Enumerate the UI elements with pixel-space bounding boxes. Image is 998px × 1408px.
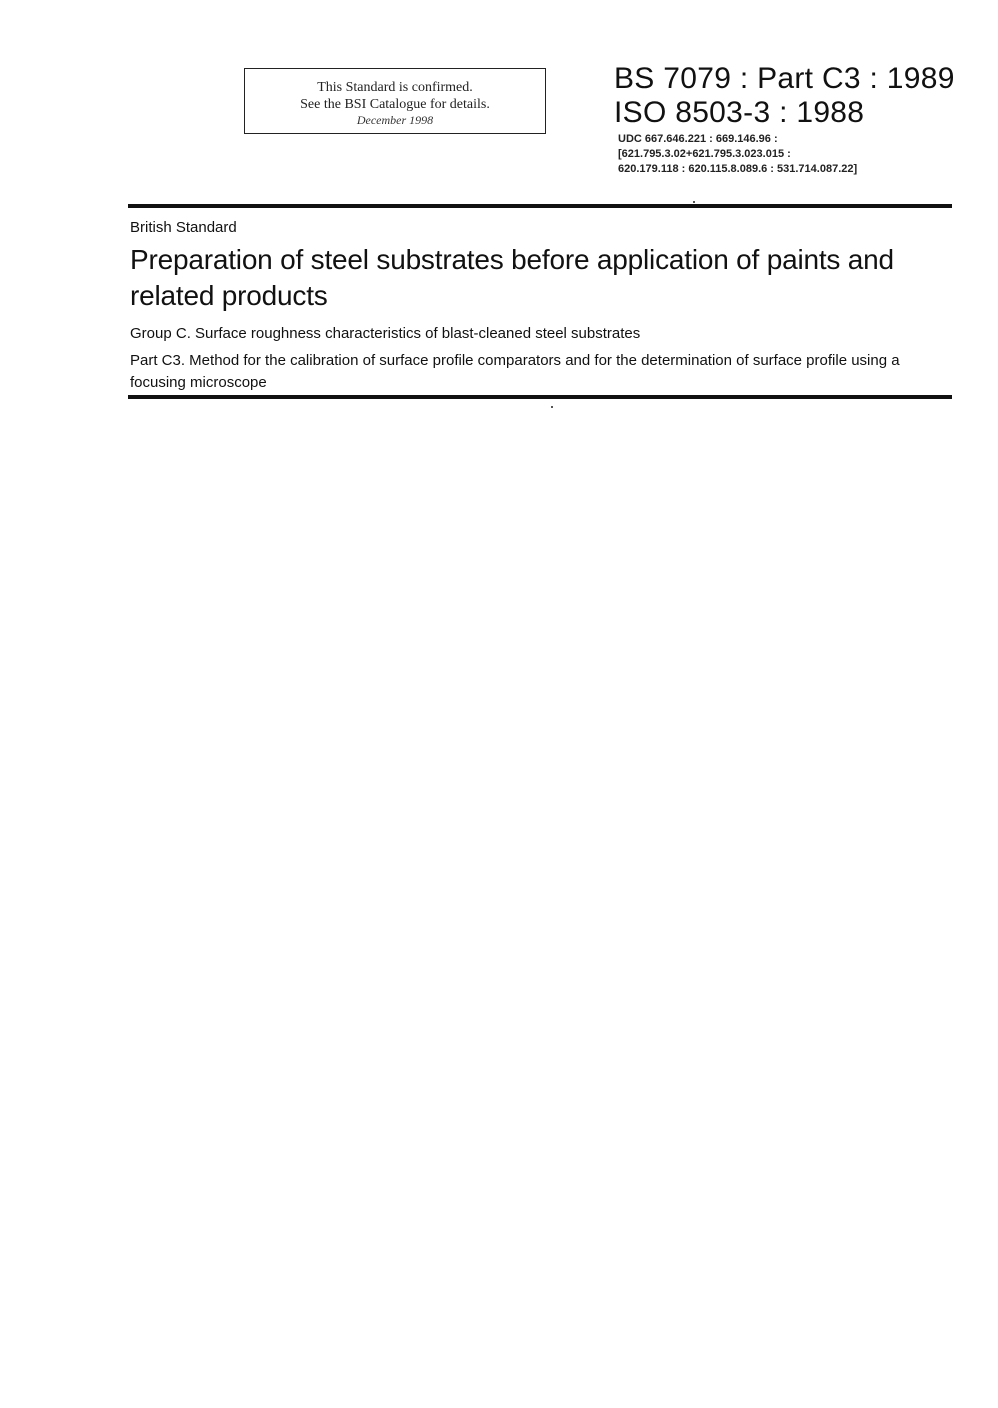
standard-number-block (614, 62, 955, 130)
confirmation-notice-box (244, 68, 546, 134)
udc-line-2: [621.795.3.02+621.795.3.023.015 : (618, 148, 791, 160)
document-title: Preparation of steel substrates before application of paints and related products (130, 244, 894, 311)
document-type-label: British Standard (130, 219, 237, 236)
bottom-divider-rule (128, 395, 952, 399)
confirmation-line-1: This Standard is confirmed. (317, 80, 473, 95)
iso-standard-number: ISO 8503-3 : 1988 (614, 96, 865, 129)
scan-speck (551, 406, 553, 408)
udc-line-1: UDC 667.646.221 : 669.146.96 : (618, 133, 778, 145)
confirmation-line-2: See the BSI Catalogue for details. (300, 97, 490, 112)
udc-classification (618, 132, 857, 177)
udc-line-3: 620.179.118 : 620.115.8.089.6 : 531.714.087.22] (618, 163, 858, 175)
confirmation-date: December 1998 (356, 113, 434, 127)
document-header (130, 218, 952, 394)
top-divider-rule (128, 204, 952, 208)
bs-standard-number: BS 7079 : Part C3 : 1989 (614, 62, 955, 95)
document-part-subtitle: Part C3. Method for the calibration of surface profile comparators and for the determination of surface profile using a focusing microscope (130, 352, 900, 391)
document-group-subtitle: Group C. Surface roughness characteristics of blast-cleaned steel substrates (130, 325, 641, 342)
scan-speck (693, 201, 695, 203)
